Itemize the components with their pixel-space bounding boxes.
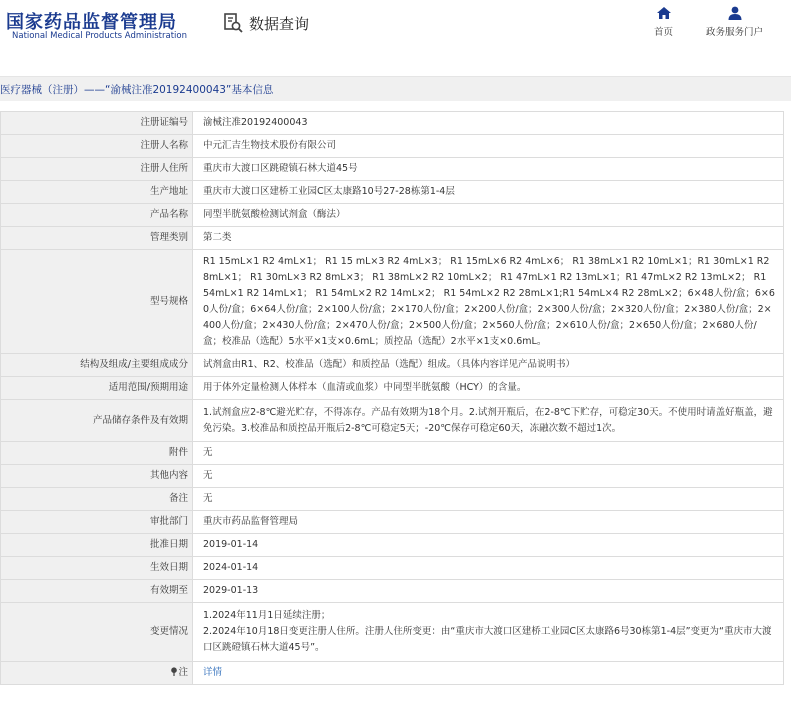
- field-label: 适用范围/预期用途: [1, 377, 193, 400]
- home-icon: [656, 6, 672, 20]
- field-value: 用于体外定量检测人体样本（血清或血浆）中同型半胱氨酸（HCY）的含量。: [193, 377, 784, 400]
- details-link[interactable]: 详情: [203, 667, 223, 678]
- field-label: 其他内容: [1, 465, 193, 488]
- logo-subtitle: National Medical Products Administration: [12, 31, 187, 41]
- table-row: [1, 580, 784, 603]
- table-row: [1, 662, 784, 685]
- table-row: [1, 557, 784, 580]
- field-label: 管理类别: [1, 227, 193, 250]
- field-label: 注册人名称: [1, 135, 193, 158]
- nav-service-portal-label: 政务服务门户: [706, 27, 764, 38]
- table-row: [1, 354, 784, 377]
- field-value: 渝械注准20192400043: [193, 112, 784, 135]
- field-value: R1 15mL×1 R2 4mL×1； R1 15 mL×3 R2 4mL×3； R1 15mL×6 R2 4mL×6； R1 38mL×1 R2 10mL×1；R1 30mL×1 R2 8mL×1； R1 30mL×3 R2 8mL×3； R1 38mL×2 R2 10mL×2； R1 47mL×1 R2 13mL×1；R1 47mL×2 R2 13mL×2； R1 54mL×1 R2 14mL×1； R1 54mL×2 R2 14mL×2； R1 54mL×2 R2 28mL×1;R1 54mL×4 R2 28mL×2；6×48人份/盒；6×60人份/盒；6×64人份/盒；2×100人份/盒；2×170人份/盒；2×200人份/盒；2×300人份/盒；2×320人份/盒；2×380人份/盒；2×400人份/盒；2×430人份/盒；2×470人份/盒；2×500人份/盒；2×560人份/盒；2×610人份/盒；2×650人份/盒；2×680人份/盒；校准品（选配）5水平×1支×0.6mL；质控品（选配）2水平×1支×0.6mL。: [193, 250, 784, 354]
- field-value: 2019-01-14: [193, 534, 784, 557]
- data-query-heading: [222, 12, 309, 34]
- nav-service-portal[interactable]: [706, 6, 763, 38]
- table-row: [1, 377, 784, 400]
- field-label: 注册人住所: [1, 158, 193, 181]
- table-row: [1, 112, 784, 135]
- field-value: 重庆市大渡口区跳磴镇石林大道45号: [193, 158, 784, 181]
- table-row: [1, 488, 784, 511]
- table-row: [1, 181, 784, 204]
- table-row: [1, 158, 784, 181]
- table-row: [1, 250, 784, 354]
- field-value: 1.2024年11月1日延续注册； 2.2024年10月18日变更注册人住所。注册人住所变更：由“重庆市大渡口区建桥工业园C区太康路6号30栋第1-4层”变更为“重庆市大渡口区跳磴镇石林大道45号”。: [193, 603, 784, 662]
- field-value: 无: [193, 465, 784, 488]
- field-value: 同型半胱氨酸检测试剂盒（酶法）: [193, 204, 784, 227]
- device-info-table: [0, 111, 784, 685]
- table-row: [1, 534, 784, 557]
- field-label: 附件: [1, 442, 193, 465]
- field-value: 第二类: [193, 227, 784, 250]
- table-row: [1, 135, 784, 158]
- table-row: [1, 227, 784, 250]
- document-search-icon: [222, 12, 244, 34]
- field-value: 2024-01-14: [193, 557, 784, 580]
- table-row: [1, 465, 784, 488]
- field-value: 重庆市药品监督管理局: [193, 511, 784, 534]
- field-label: 有效期至: [1, 580, 193, 603]
- field-label: 变更情况: [1, 603, 193, 662]
- field-label: 型号规格: [1, 250, 193, 354]
- breadcrumb-text: 医疗器械（注册）——“渝械注准20192400043”基本信息: [0, 84, 274, 96]
- field-value: 中元汇吉生物技术股份有限公司: [193, 135, 784, 158]
- breadcrumb: [0, 76, 791, 101]
- nav-home[interactable]: [654, 6, 673, 38]
- site-header: [0, 0, 791, 60]
- field-label: 生产地址: [1, 181, 193, 204]
- field-value: 2029-01-13: [193, 580, 784, 603]
- nav-home-label: 首页: [654, 27, 674, 38]
- field-value: 1.试剂盒应2-8℃避光贮存，不得冻存。产品有效期为18个月。2.试剂开瓶后，在2-8℃下贮存，可稳定30天。不使用时请盖好瓶盖，避免污染。3.校准品和质控品开瓶后2-8℃可稳定5天；-20℃保存可稳定60天，冻融次数不超过1次。: [193, 400, 784, 442]
- field-label: 生效日期: [1, 557, 193, 580]
- query-title: 数据查询: [249, 14, 310, 33]
- user-icon: [727, 6, 743, 20]
- field-label: 结构及组成/主要组成成分: [1, 354, 193, 377]
- field-value: 无: [193, 488, 784, 511]
- field-label: 备注: [1, 488, 193, 511]
- field-label: 审批部门: [1, 511, 193, 534]
- table-row: [1, 511, 784, 534]
- table-row: [1, 400, 784, 442]
- field-value: 重庆市大渡口区建桥工业园C区太康路10号27-28栋第1-4层: [193, 181, 784, 204]
- field-label: 批准日期: [1, 534, 193, 557]
- field-value: [193, 662, 784, 685]
- table-row: [1, 603, 784, 662]
- field-value: 无: [193, 442, 784, 465]
- note-label-text: 注: [178, 667, 188, 678]
- field-label: 注册证编号: [1, 112, 193, 135]
- field-value: 试剂盒由R1、R2、校准品（选配）和质控品（选配）组成。（具体内容详见产品说明书）: [193, 354, 784, 377]
- field-label: 产品名称: [1, 204, 193, 227]
- table-row: [1, 442, 784, 465]
- logo-title[interactable]: 国家药品监督管理局: [6, 12, 177, 33]
- note-label: [1, 662, 193, 685]
- field-label: 产品储存条件及有效期: [1, 400, 193, 442]
- table-row: [1, 204, 784, 227]
